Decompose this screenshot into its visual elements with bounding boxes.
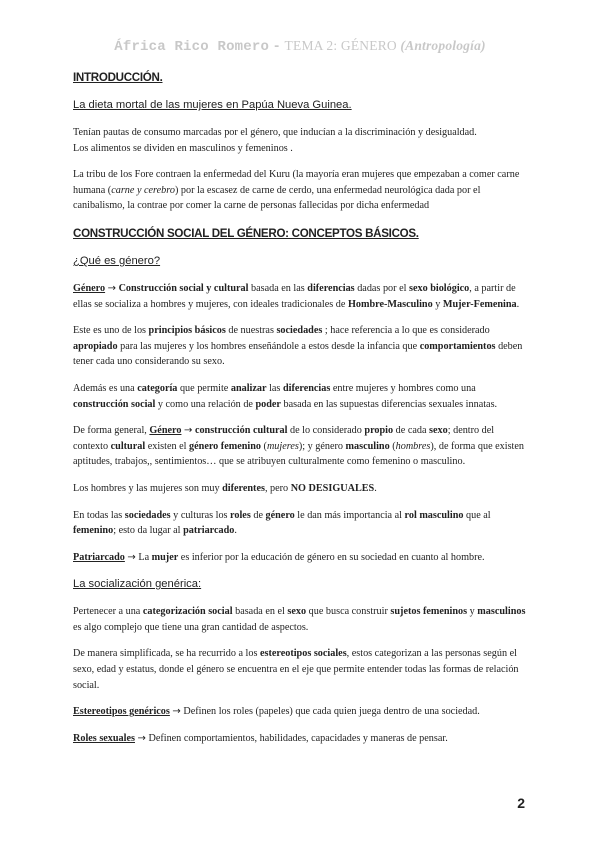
text: ( (261, 440, 267, 452)
text: En todas las (73, 509, 125, 521)
text: De manera simplificada, se ha recurrido a los (73, 648, 260, 660)
text: ( (389, 440, 396, 452)
genero-term: Género (149, 425, 182, 437)
text: deben tener cada uno considerando su sexo. (73, 340, 523, 368)
header-subject: (Antropología) (400, 38, 486, 53)
intro-paragraph-1 (73, 125, 531, 156)
roles-paragraph (73, 508, 531, 539)
text: Los hombres y las mujeres son muy (73, 482, 223, 494)
categoria-paragraph (73, 381, 531, 412)
text: de nuestras (225, 325, 277, 337)
text: de lo considerado (287, 425, 365, 437)
bold-text: sexo biológico (408, 282, 470, 294)
intro-p2-text: La tribu de los Fore contraen la enfermedad del Kuru (la mayoría eran mujeres que empezaban a comer carne humana ( (73, 169, 520, 196)
intro-p2-text-end: ) por la escasez de carne de cerdo, una enfermedad neurológica dada por el canibalismo, la contrae por comer la carne de personas fallecidas por dicha enfermedad (73, 184, 481, 212)
bold-text: masculino (345, 440, 390, 452)
estereotipos-definition (73, 704, 531, 720)
text: y como una relación de (155, 398, 256, 410)
genero-term: Género (73, 282, 106, 294)
roles-sexuales-term: Roles sexuales (73, 732, 135, 744)
socializacion-subheading: La socialización genérica: (73, 578, 202, 591)
bold-text: patriarcado (183, 525, 235, 537)
header-separator: - (272, 40, 281, 55)
text: que busca construir (306, 606, 391, 618)
text: . (234, 525, 237, 537)
bold-text: categoría (137, 382, 178, 394)
arrow-icon: → (137, 732, 146, 744)
arrow-icon: → (127, 551, 136, 563)
document-body (73, 70, 531, 746)
intro-heading: INTRODUCCIÓN. (73, 71, 163, 84)
patriarcado-definition (73, 550, 531, 566)
bold-text: analizar (230, 382, 267, 394)
arrow-icon: → (107, 282, 117, 294)
text: que permite (177, 382, 231, 394)
text: Pertenecer a una (73, 606, 143, 618)
bold-text: Construcción social y cultural (118, 282, 249, 294)
socializacion-paragraph-2 (73, 646, 531, 693)
text: ; esto da lugar al (113, 525, 184, 537)
text: La (135, 551, 152, 563)
arrow-icon: → (184, 425, 193, 437)
text: entre mujeres y hombres como una (330, 382, 476, 394)
bold-text: sociedades (276, 325, 323, 337)
text: de (250, 509, 266, 521)
text: dadas por el (354, 282, 409, 294)
bold-text: masculinos (477, 606, 526, 618)
text: . (516, 298, 520, 310)
bold-text: estereotipos sociales (259, 648, 347, 660)
intro-subheading: La dieta mortal de las mujeres en Papúa Nueva Guinea. (73, 99, 352, 111)
text: y culturas los (170, 509, 231, 521)
text: es algo complejo que tiene una gran cantidad de aspectos. (73, 621, 309, 633)
bold-text: sociedades (124, 509, 171, 521)
italic-text: hombres (395, 440, 431, 452)
bold-text: sexo (287, 606, 307, 618)
text: ), de forma que existen aptitudes, trabajos,, sentimientos… que se atribuyen culturalmente como femenino o masculino. (73, 440, 524, 468)
desiguales-paragraph (73, 481, 531, 497)
bold-text: rol masculino (404, 509, 464, 521)
text: Definen comportamientos, habilidades, capacidades y maneras de pensar. (145, 732, 448, 744)
patriarcado-term: Patriarcado (73, 551, 125, 563)
intro-p2-italic: carne y cerebro (111, 184, 175, 196)
bold-text: roles (230, 509, 251, 521)
bold-text: construcción cultural (194, 425, 288, 437)
genero-definition (73, 281, 531, 312)
bold-text: diferencias (282, 382, 331, 394)
section2-heading: CONSTRUCCIÓN SOCIAL DEL GÉNERO: CONCEPTOS BÁSICOS. (73, 226, 419, 240)
header-author: África Rico Romero (114, 39, 270, 55)
text: Además es una (73, 382, 138, 394)
arrow-icon: → (172, 706, 181, 718)
text: , a partir de ellas se socializa a hombres y mujeres, con ideales tradicionales de (73, 282, 516, 310)
bold-text: NO DESIGUALES (290, 482, 375, 494)
text: basada en las supuestas diferencias sexuales innatas. (280, 398, 498, 410)
bold-text: propio (364, 425, 394, 437)
bold-text: diferencias (307, 282, 355, 294)
italic-text: mujeres (266, 440, 299, 452)
text: ; hace referencia a lo que es considerado (322, 325, 490, 337)
text: basada en las (248, 282, 308, 294)
bold-text: poder (255, 398, 281, 410)
text: ; dentro del contexto (73, 425, 495, 452)
bold-text: femenino (73, 525, 114, 537)
bold-text: apropiado (73, 340, 118, 352)
text: Este es uno de los (73, 325, 149, 337)
bold-text: diferentes (222, 482, 265, 494)
text: de cada (393, 425, 430, 437)
text: y (432, 298, 443, 310)
bold-text: construcción social (73, 398, 156, 410)
bold-text: cultural (110, 440, 146, 452)
bold-text: categorización social (142, 606, 233, 618)
bold-text: Hombre-Masculino (347, 298, 433, 310)
bold-text: Mujer-Femenina (442, 298, 517, 310)
text: las (266, 382, 283, 394)
text: que al (463, 509, 491, 521)
intro-p1-line2: Los alimentos se dividen en masculinos y femeninos . (73, 142, 293, 154)
bold-text: sujetos femeninos (390, 606, 468, 618)
section2-subheading: ¿Qué es género? (73, 254, 161, 267)
text: , estos categorizan a las personas según el sexo, edad y estatus, donde el género se encuentra en el eje que permite entender todas las formas de relación social. (73, 648, 519, 691)
text: y (467, 606, 478, 618)
intro-paragraph-2 (73, 167, 531, 214)
text: le dan más importancia al (294, 509, 405, 521)
text: De forma general, (73, 425, 150, 437)
bold-text: sexo (429, 425, 448, 437)
socializacion-paragraph-1 (73, 604, 531, 635)
text: ); y género (298, 440, 346, 452)
bold-text: comportamientos (419, 340, 496, 352)
bold-text: principios básicos (148, 325, 226, 337)
forma-general-paragraph (73, 423, 531, 470)
estereotipos-term: Estereotipos genéricos (73, 706, 170, 718)
page-header (0, 38, 600, 55)
intro-p1-line1: Tenían pautas de consumo marcadas por el género, que inducían a la discriminación y desigualdad. (73, 127, 477, 138)
principios-paragraph (73, 323, 531, 370)
bold-text: género (265, 509, 295, 521)
text: basada en el (232, 606, 288, 618)
text: . (374, 482, 377, 494)
text: para las mujeres y los hombres enseñándole a estos desde la infancia que (117, 340, 420, 352)
header-topic: TEMA 2: GÉNERO (284, 38, 397, 53)
bold-text: género femenino (189, 440, 261, 452)
text: existen el (145, 440, 190, 452)
bold-text: mujer (151, 551, 179, 563)
roles-sexuales-definition (73, 731, 531, 747)
text: , pero (264, 482, 291, 494)
text: es inferior por la educación de género en su sociedad en cuanto al hombre. (178, 551, 485, 563)
text: Definen los roles (papeles) que cada quien juega dentro de una sociedad. (180, 706, 480, 718)
page-number: 2 (517, 795, 525, 811)
